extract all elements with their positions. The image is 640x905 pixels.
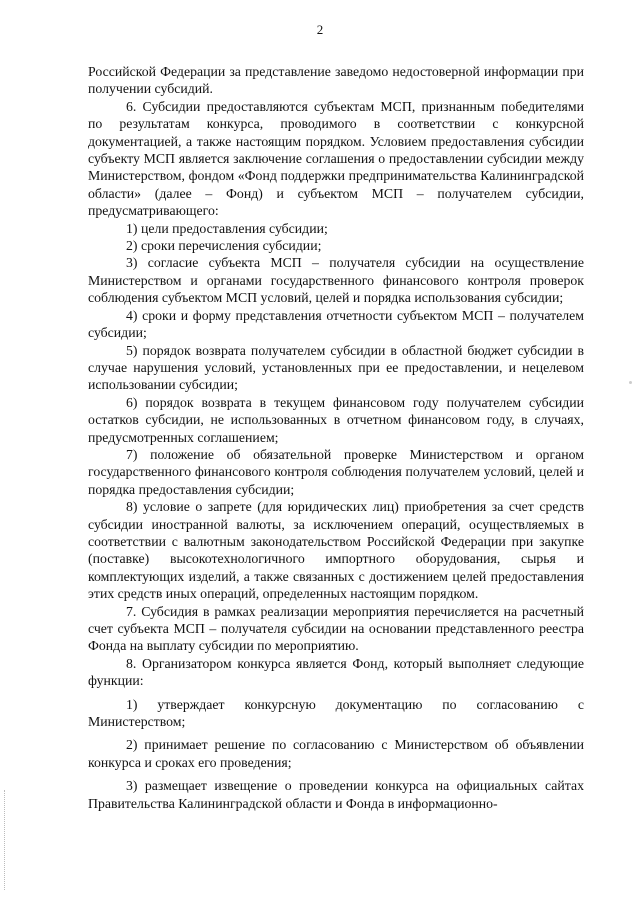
paragraph-item-7: 7. Субсидия в рамках реализации мероприятия перечисляется на расчетный счет субъекта МСП – получателя субсидии на основании представленного реестра Фонда на выплату субсидии по мероприятию. (88, 603, 584, 654)
list-item-consent: 3) согласие субъекта МСП – получателя субсидии на осуществление Министерством и органами государственного финансового контроля проверок соблюдения субъектом МСП условий, целей и порядка использования субсидии; (88, 255, 584, 306)
scan-edge-dot (629, 381, 632, 384)
function-item-1: 1) утверждает конкурсную документацию по согласованию с Министерством; (88, 696, 584, 730)
list-item-mandatory-check: 7) положение об обязательной проверке Министерством и органом государственного финансового контроля соблюдения получателем условий, целей и порядка предоставления субсидии; (88, 446, 584, 497)
list-item-terms: 2) сроки перечисления субсидии; (126, 238, 322, 254)
paragraph-item-8: 8. Организатором конкурса является Фонд, который выполняет следующие функции: (88, 655, 584, 689)
page-number: 2 (316, 22, 324, 37)
list-item-refund-balance: 6) порядок возврата в текущем финансовом году получателем субсидии остатков субсидии, не использованных в отчетном финансовом году, в случаях, предусмотренных соглашением; (88, 394, 584, 445)
list-item-reporting: 4) сроки и форму представления отчетности субъектом МСП – получателем субсидии; (88, 307, 584, 341)
function-item-3: 3) размещает извещение о проведении конкурса на официальных сайтах Правительства Калининградской области и Фонда в информационно- (88, 778, 584, 811)
paragraph-continuation: Российской Федерации за представление заведомо недостоверной информации при получении субсидий. (88, 64, 584, 97)
document-body (88, 63, 584, 812)
scan-margin-mark (4, 790, 7, 890)
list-item-currency-ban: 8) условие о запрете (для юридических лиц) приобретения за счет средств субсидии иностранной валюты, за исключением операций, осуществляемых в соответствии с валютным законодательством Российской Федерации при закупке (поставке) высокотехнологичного импортного оборудования, сырья и комплектующих изделий, а также связанных с достижением целей предоставления этих средств иных операций, определенных настоящим порядком. (88, 499, 584, 602)
function-item-2: 2) принимает решение по согласованию с Министерством об объявлении конкурса и сроках его проведения; (88, 737, 584, 770)
list-item-goals: 1) цели предоставления субсидии; (126, 220, 328, 236)
list-item-refund-order: 5) порядок возврата получателем субсидии в областной бюджет субсидии в случае нарушения условий, установленных при ее предоставлении, и нецелевом использовании субсидии; (88, 342, 584, 393)
paragraph-item-6: 6. Субсидии предоставляются субъектам МСП, признанным победителями по результатам конкурса, проводимого в соответствии с конкурсной документацией, а также настоящим порядком. Условием предоставления субсидии субъекту МСП является заключение соглашения о предоставлении субсидии между Министерством, фондом «Фонд поддержки предпринимательства Калининградской области» (далее – Фонд) и субъектом МСП – получателем субсидии, предусматривающего: (88, 98, 584, 219)
